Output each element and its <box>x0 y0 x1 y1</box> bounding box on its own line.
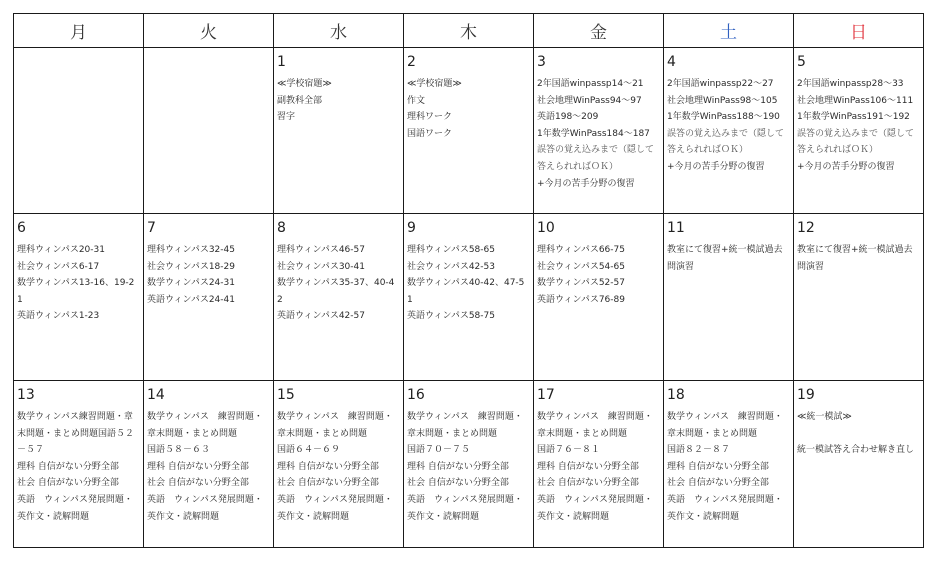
task-line: 数学ウィンパス52-57 <box>537 278 625 289</box>
weekday-header-wed: 水 <box>274 14 404 48</box>
day-cell[interactable] <box>664 214 794 381</box>
task-line: 英語 ウィンパス発展問題・英作文・読解問題 <box>537 494 653 522</box>
task-line: 教室にて復習+統一模試過去問演習 <box>667 245 783 272</box>
week-row <box>14 381 924 548</box>
task-line: 1年数学WinPass184〜187 <box>537 128 650 139</box>
task-line: 社会ウィンパス54-65 <box>537 261 625 272</box>
weekday-header-thu: 木 <box>404 14 534 48</box>
task-line: 数学ウィンパス 練習問題・章末問題・まとめ問題 <box>277 412 393 439</box>
task-line: 数学ウィンパス 練習問題・章末問題・まとめ問題 <box>147 412 263 439</box>
task-line: 理科ウィンパス66-75 <box>537 245 625 255</box>
day-cell[interactable] <box>14 214 144 381</box>
day-cell[interactable] <box>14 381 144 548</box>
day-tasks <box>534 70 663 192</box>
task-line: 1年数学WinPass188〜190 <box>667 112 780 123</box>
task-line: 英語ウィンパス76-89 <box>537 294 625 305</box>
task-line: +今月の苦手分野の復習 <box>667 161 765 172</box>
day-number: 13 <box>17 387 35 403</box>
day-cell[interactable] <box>794 214 924 381</box>
task-line: 社会 自信がない分野全部 <box>17 478 119 489</box>
task-line: 誤答の覚え込みまで（隠して答えられればＯＫ） <box>667 128 785 156</box>
task-line: 英語198〜209 <box>537 112 599 123</box>
task-line: ≪統一模試≫ <box>797 412 852 422</box>
weekday-header-mon: 月 <box>14 14 144 48</box>
task-line: 理科ウィンパス20-31 <box>17 245 105 255</box>
day-cell[interactable] <box>404 48 534 214</box>
task-line: 数学ウィンパス 練習問題・章末問題・まとめ問題 <box>667 412 783 439</box>
day-tasks <box>794 236 923 275</box>
day-number: 6 <box>17 220 26 236</box>
task-line: 国語７６－８１ <box>537 445 601 456</box>
task-line: 英語ウィンパス24-41 <box>147 294 235 305</box>
task-line: 国語８２－８７ <box>667 445 731 456</box>
day-cell[interactable] <box>534 214 664 381</box>
task-line: 社会ウィンパス42-53 <box>407 261 495 272</box>
day-cell[interactable] <box>664 381 794 548</box>
day-tasks <box>664 236 793 275</box>
day-cell[interactable] <box>274 381 404 548</box>
week-row <box>14 48 924 214</box>
day-cell[interactable] <box>144 214 274 381</box>
calendar-grid <box>13 13 924 548</box>
task-line: 社会ウィンパス18-29 <box>147 261 235 272</box>
task-line: 社会 自信がない分野全部 <box>537 478 639 489</box>
task-line: +今月の苦手分野の復習 <box>537 178 635 189</box>
task-line: 社会 自信がない分野全部 <box>407 478 509 489</box>
task-line: 誤答の覚え込みまで（隠して答えられればＯＫ） <box>797 128 915 156</box>
task-line: 作文 <box>407 95 426 106</box>
weekday-header-fri: 金 <box>534 14 664 48</box>
task-line: 統一模試答え合わせ解き直し <box>797 445 915 456</box>
day-tasks <box>534 403 663 525</box>
day-tasks <box>404 236 533 325</box>
task-line: 理科 自信がない分野全部 <box>147 461 249 472</box>
task-line: 理科 自信がない分野全部 <box>407 461 509 472</box>
day-cell[interactable] <box>404 214 534 381</box>
week-row <box>14 214 924 381</box>
task-line: 社会 自信がない分野全部 <box>147 478 249 489</box>
task-line: 英語 ウィンパス発展問題・英作文・読解問題 <box>147 494 263 522</box>
task-line: 理科 自信がない分野全部 <box>667 461 769 472</box>
task-line: 数学ウィンパス 練習問題・章末問題・まとめ問題 <box>407 412 523 439</box>
day-tasks <box>404 70 533 142</box>
day-cell[interactable] <box>794 48 924 214</box>
day-number: 11 <box>667 220 685 236</box>
day-number: 18 <box>667 387 685 403</box>
task-line: 社会 自信がない分野全部 <box>667 478 769 489</box>
task-line: 英語 ウィンパス発展問題・英作文・読解問題 <box>407 494 523 522</box>
day-tasks <box>664 70 793 176</box>
task-line: 英語ウィンパス1-23 <box>17 311 100 322</box>
task-line: 社会地理WinPass94〜97 <box>537 95 642 106</box>
day-tasks <box>794 70 923 176</box>
day-tasks <box>404 403 533 525</box>
task-line: 理科ワーク <box>407 112 453 123</box>
task-line: 数学ウィンパス 練習問題・章末問題・まとめ問題 <box>537 412 653 439</box>
day-cell[interactable] <box>664 48 794 214</box>
day-cell[interactable] <box>404 381 534 548</box>
task-line: 英語 ウィンパス発展問題・英作文・読解問題 <box>17 494 133 522</box>
task-line: 理科ウィンパス32-45 <box>147 245 235 255</box>
day-cell[interactable] <box>794 381 924 548</box>
day-cell[interactable] <box>144 48 274 214</box>
task-line: 国語ワーク <box>407 128 453 139</box>
day-number: 15 <box>277 387 295 403</box>
task-line: +今月の苦手分野の復習 <box>797 161 895 172</box>
day-tasks <box>274 70 403 126</box>
task-line: 教室にて復習+統一模試過去問演習 <box>797 245 913 272</box>
task-line: 2年国語winpassp28〜33 <box>797 79 904 89</box>
task-line: 理科 自信がない分野全部 <box>277 461 379 472</box>
day-cell[interactable] <box>534 48 664 214</box>
task-line: 社会ウィンパス6-17 <box>17 261 100 272</box>
task-line: 社会地理WinPass106〜111 <box>797 95 914 106</box>
day-number: 9 <box>407 220 416 236</box>
day-cell[interactable] <box>14 48 144 214</box>
day-tasks <box>144 236 273 308</box>
task-line: 数学ウィンパス練習問題・章末問題・まとめ問題国語５２－５７ <box>17 412 135 456</box>
day-tasks <box>14 54 143 60</box>
task-line: 習字 <box>277 112 296 123</box>
day-number: 17 <box>537 387 555 403</box>
task-line: 数学ウィンパス13-16、19-21 <box>17 278 135 305</box>
task-line: 誤答の覚え込みまで（隠して答えられればＯＫ） <box>537 145 655 172</box>
day-tasks <box>274 236 403 325</box>
task-line: 国語５８－６３ <box>147 445 211 456</box>
task-line: 1年数学WinPass191〜192 <box>797 112 910 123</box>
day-number: 14 <box>147 387 165 403</box>
day-cell[interactable] <box>274 48 404 214</box>
day-number: 12 <box>797 220 815 236</box>
day-tasks <box>794 403 923 459</box>
task-line: 英語ウィンパス42-57 <box>277 311 365 322</box>
task-line: 数学ウィンパス35-37、40-42 <box>277 278 395 305</box>
weekday-header-sat: 土 <box>664 14 794 48</box>
task-line <box>797 426 920 443</box>
task-line: 2年国語winpassp14〜21 <box>537 79 644 89</box>
task-line: 社会 自信がない分野全部 <box>277 478 379 489</box>
day-number: 16 <box>407 387 425 403</box>
weekday-header-tue: 火 <box>144 14 274 48</box>
task-line: 社会地理WinPass98〜105 <box>667 95 778 106</box>
task-line: 理科 自信がない分野全部 <box>537 461 639 472</box>
task-line: ≪学校宿題≫ <box>277 79 332 89</box>
day-tasks <box>534 236 663 308</box>
day-tasks <box>274 403 403 525</box>
task-line: 国語７０－７５ <box>407 445 471 456</box>
day-tasks <box>664 403 793 525</box>
task-line: 英語 ウィンパス発展問題・英作文・読解問題 <box>667 494 783 522</box>
task-line: 数学ウィンパス40-42、47-51 <box>407 278 525 305</box>
day-number: 19 <box>797 387 815 403</box>
day-tasks <box>14 236 143 325</box>
day-cell[interactable] <box>534 381 664 548</box>
task-line: 副教科全部 <box>277 95 323 106</box>
day-number: 4 <box>667 54 676 70</box>
day-number: 7 <box>147 220 156 236</box>
weekday-header-row <box>14 14 924 48</box>
day-number: 3 <box>537 54 546 70</box>
task-line: 数学ウィンパス24-31 <box>147 278 235 289</box>
day-tasks <box>144 54 273 60</box>
task-line: 社会ウィンパス30-41 <box>277 261 365 272</box>
day-number: 5 <box>797 54 806 70</box>
task-line: ≪学校宿題≫ <box>407 79 462 89</box>
day-cell[interactable] <box>274 214 404 381</box>
task-line: 理科ウィンパス46-57 <box>277 245 365 255</box>
day-tasks <box>144 403 273 525</box>
day-number: 1 <box>277 54 286 70</box>
weekday-header-sun: 日 <box>794 14 924 48</box>
task-line: 国語６４－６９ <box>277 445 341 456</box>
day-number: 10 <box>537 220 555 236</box>
day-tasks <box>14 403 143 525</box>
day-cell[interactable] <box>144 381 274 548</box>
task-line: 理科ウィンパス58-65 <box>407 245 495 255</box>
day-number: 2 <box>407 54 416 70</box>
task-line: 英語ウィンパス58-75 <box>407 311 495 322</box>
task-line: 2年国語winpassp22〜27 <box>667 79 774 89</box>
day-number: 8 <box>277 220 286 236</box>
task-line: 理科 自信がない分野全部 <box>17 461 119 472</box>
task-line: 英語 ウィンパス発展問題・英作文・読解問題 <box>277 494 393 522</box>
